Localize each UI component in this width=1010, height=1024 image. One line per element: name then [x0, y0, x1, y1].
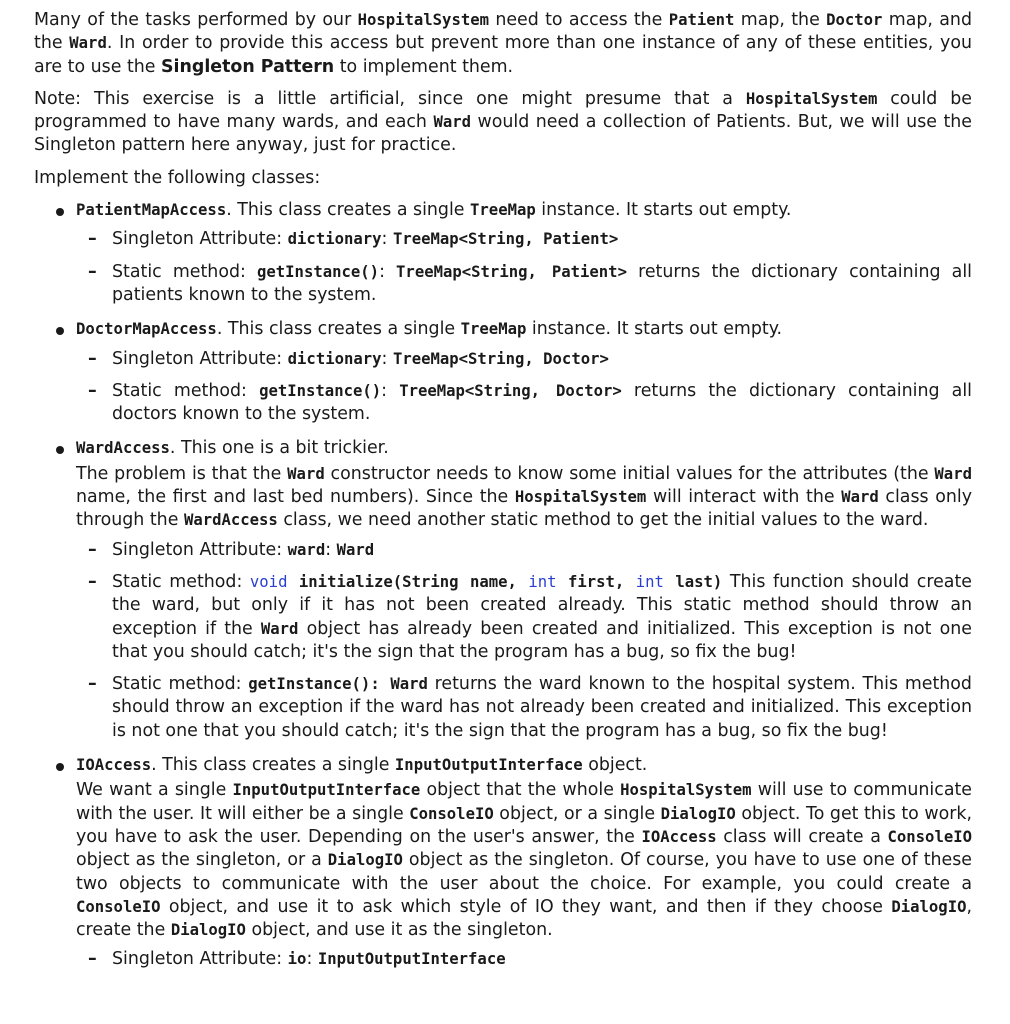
sub-list [76, 348, 972, 427]
sub-item-attribute: – Singleton Attribute: dictionary: TreeMap<String, Doctor> [76, 348, 972, 371]
class-ref: HospitalSystem [357, 11, 489, 29]
keyword: int [635, 572, 664, 591]
intro-paragraph-2: Note: This exercise is a little artificial, since one might presume that a HospitalSystem could be programmed to have many wards, and each Ward would need a collection of Patients. But, we will use the Singleton pattern here anyway, just for practice. [34, 88, 972, 156]
class-ref: HospitalSystem [745, 89, 878, 108]
class-name: IOAccess [76, 756, 152, 775]
sub-item-attribute: – Singleton Attribute: ward: Ward [76, 539, 972, 562]
class-name: WardAccess [76, 439, 170, 458]
keyword: void [249, 572, 288, 591]
intro-paragraph-3: Implement the following classes: [34, 167, 321, 188]
list-item-io-access [34, 754, 972, 972]
intro-paragraph-1: Many of the tasks performed by our HospitalSystem need to access the Patient map, the Doctor map, and the Ward. In order to provide this access but prevent more than one instance of any of these entities, you are to use the Singleton Pattern to implement them. [34, 10, 973, 77]
list-item-doctor-map-access [34, 318, 972, 426]
item-body: We want a single InputOutputInterface object that the whole HospitalSystem will use to communicate with the user. It will either be a single ConsoleIO object, or a single DialogIO object. To get this to work, you have to ask the user. Depending on the user's answer, the IOAccess class will create a ConsoleIO object as the singleton, or a DialogIO object as the singleton. Of course, you have to use one of these two objects to communicate with the user about the choice. For example, you could create a ConsoleIO object, and use it to ask which style of IO they want, and then if they choose DialogIO, create the DialogIO object, and use it as the singleton. [76, 780, 972, 941]
sub-item-method: – Static method: getInstance(): TreeMap<String, Patient> returns the dictionary containing all patients known to the system. [76, 261, 972, 308]
list-item-patient-map-access [34, 199, 972, 307]
class-name: DoctorMapAccess [76, 320, 217, 339]
item-heading: DoctorMapAccess. This class creates a single TreeMap instance. It starts out empty. [76, 319, 783, 340]
sub-item-attribute: – Singleton Attribute: io: InputOutputInterface [76, 948, 972, 971]
item-heading: IOAccess. This class creates a single InputOutputInterface object. [76, 755, 648, 776]
emphasis: Singleton Pattern [161, 56, 335, 77]
sub-list [76, 228, 972, 307]
item-heading: PatientMapAccess. This class creates a single TreeMap instance. It starts out empty. [76, 200, 792, 221]
class-ref: Patient [668, 11, 735, 29]
sub-item-get-instance-method: – Static method: getInstance(): Ward returns the ward known to the hospital system. This method should throw an exception if the ward has not already been created and initialized. This exception is not one that you should catch; it's the sign that the program has a bug, so fix the bug! [76, 673, 972, 743]
class-name: PatientMapAccess [76, 201, 227, 220]
sub-item-attribute: – Singleton Attribute: dictionary: TreeMap<String, Patient> [76, 228, 972, 251]
keyword: int [528, 572, 557, 591]
class-ref: Doctor [826, 11, 883, 29]
sub-item-initialize-method: – Static method: void initialize(String name, int first, int last) This function should create the ward, but only if it has not been created already. This static method should throw an exception if the Ward object has already been created and initialized. This exception is not one that you should catch; it's the sign that the program has a bug, so fix the bug! [76, 571, 972, 664]
class-list [34, 199, 972, 972]
item-heading: WardAccess. This one is a bit trickier. [76, 438, 389, 459]
class-ref: Ward [433, 113, 472, 132]
sub-list [76, 539, 972, 743]
list-item-ward-access [34, 437, 972, 743]
sub-list [76, 948, 972, 971]
document-page [34, 9, 972, 983]
class-ref: Ward [69, 34, 107, 53]
sub-item-method: – Static method: getInstance(): TreeMap<String, Doctor> returns the dictionary containing all doctors known to the system. [76, 380, 972, 427]
item-body: The problem is that the Ward constructor needs to know some initial values for the attributes (the Ward name, the first and last bed numbers). Since the HospitalSystem will interact with the Ward class only through the WardAccess class, we need another static method to get the initial values to the ward. [76, 463, 972, 531]
